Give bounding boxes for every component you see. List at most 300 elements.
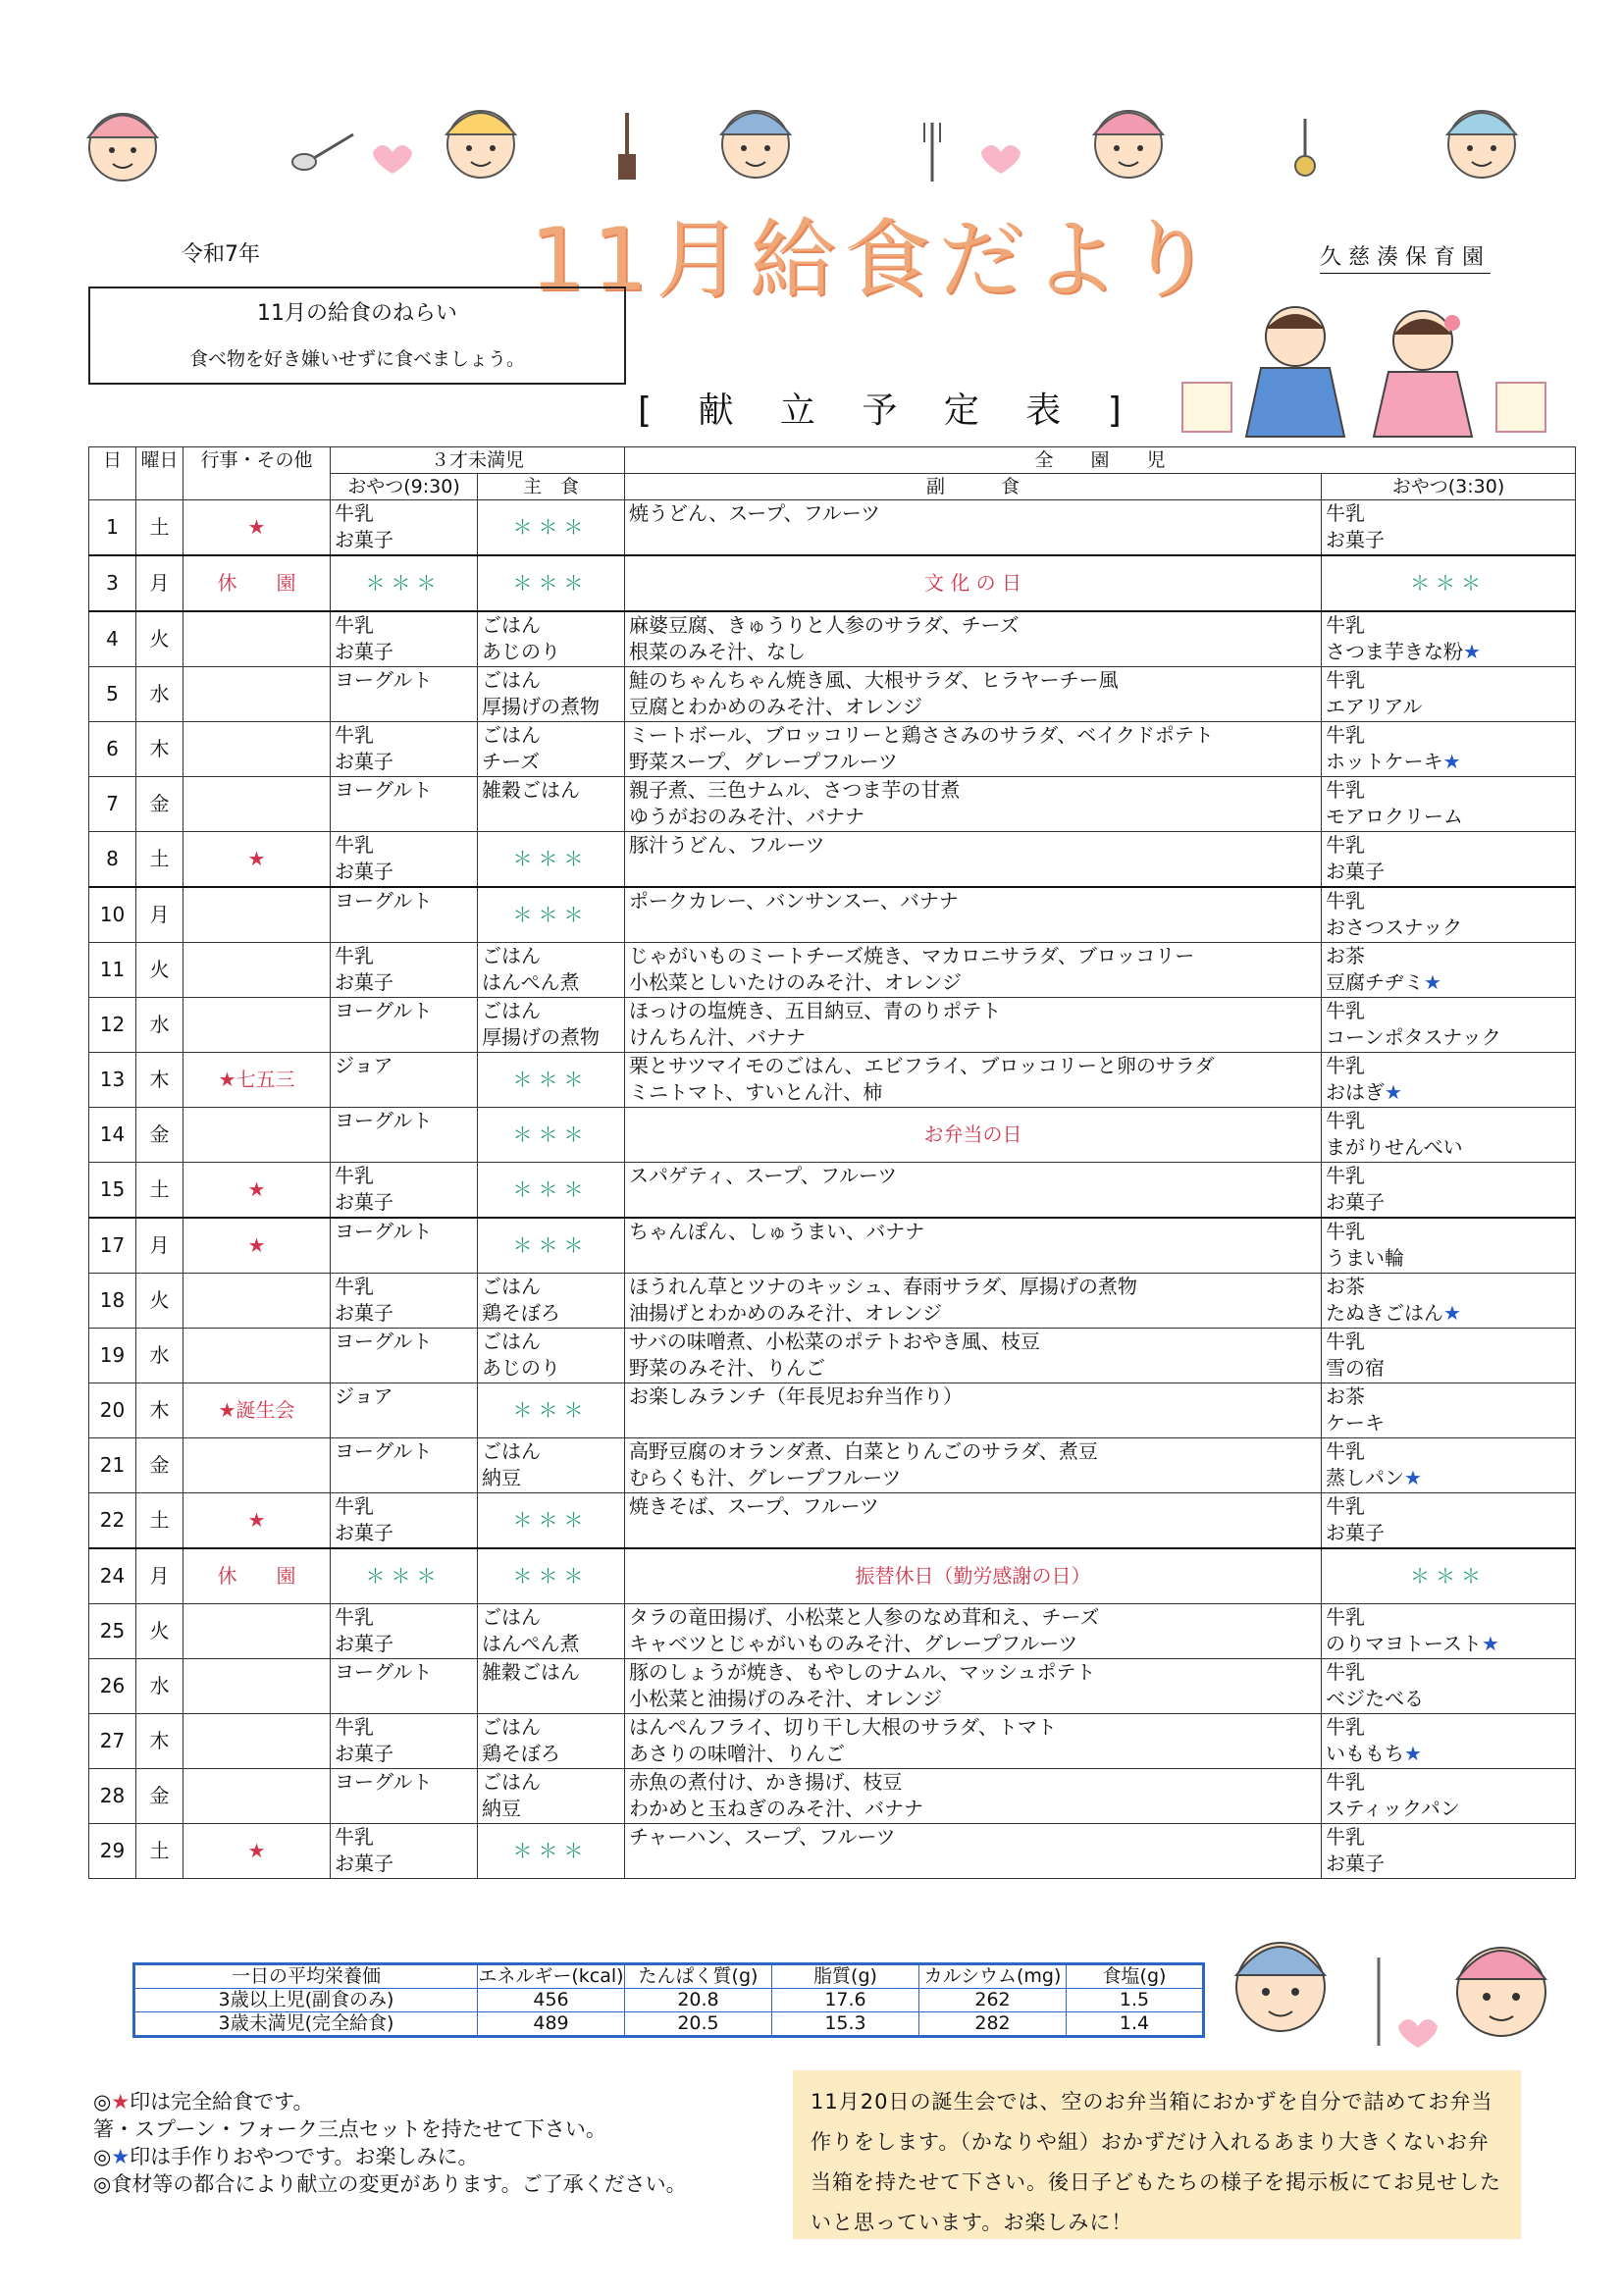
cell-line (1326, 832, 1571, 859)
table-row (89, 1493, 1576, 1549)
event-cell: ★ (183, 500, 331, 556)
cell-line: 油揚げとわかめのみそ汁、オレンジ (629, 1301, 943, 1325)
cell-line (1326, 1741, 1571, 1767)
cell-line: ちゃんぽん、しゅうまい、バナナ (629, 1220, 925, 1243)
heart-icon (981, 145, 1021, 174)
staple-cell: ＊＊＊ (478, 500, 625, 556)
cell-line: ほっけの塩焼き、五目納豆、青のりポテト (629, 999, 1002, 1022)
snack-text: たぬきごはん (1326, 1301, 1444, 1325)
note-menu-change: ◎食材等の都合により献立の変更があります。ご了承ください。 (93, 2172, 687, 2196)
day-cell: 13 (89, 1053, 136, 1108)
cell-line: チャーハン、スープ、フルーツ (629, 1825, 896, 1849)
nutrition-cell: 1.5 (1067, 1989, 1204, 2012)
cell-line (1326, 998, 1571, 1024)
event-cell (183, 1274, 331, 1329)
nutrition-row (134, 2012, 1204, 2037)
cell-line: お菓子 (335, 970, 393, 994)
cell-line (1326, 1245, 1571, 1272)
table-row (89, 555, 1576, 611)
cell-line (1326, 500, 1571, 527)
cell-line: ごはん (482, 613, 541, 637)
day-cell: 15 (89, 1163, 136, 1219)
side-dish-cell (625, 1493, 1322, 1549)
cell-line: ヨーグルト (335, 1330, 433, 1353)
cell-line: ヨーグルト (335, 1439, 433, 1463)
cell-line: タラの竜田揚げ、小松菜と人参のなめ茸和え、チーズ (629, 1605, 1100, 1629)
cell-line: 小松菜としいたけのみそ汁、オレンジ (629, 970, 963, 994)
holiday-cell: 文 化 の 日 (625, 555, 1322, 611)
weekday-cell: 木 (136, 1383, 183, 1438)
weekday-cell: 木 (136, 1053, 183, 1108)
staple-cell (478, 1604, 625, 1659)
table-row (89, 611, 1576, 667)
snack-text: のりマヨトースト (1326, 1632, 1483, 1655)
star-icon: ★ (1404, 1466, 1422, 1489)
side-dish-cell (625, 1383, 1322, 1438)
event-cell: 休 園 (183, 555, 331, 611)
nutrition-header: たんぱく質(g) (625, 1964, 772, 1989)
snack-pm-cell (1322, 667, 1576, 722)
staple-cell: ＊＊＊ (478, 887, 625, 943)
snack-text: 牛乳 (1326, 1109, 1366, 1132)
cell-line: 牛乳 (335, 723, 374, 747)
staple-cell (478, 1329, 625, 1383)
snack-text: 牛乳 (1326, 1715, 1366, 1739)
cell-line (1326, 667, 1571, 694)
nutrition-cell: 20.8 (625, 1989, 772, 2012)
cell-line: ポークカレー、バンサンスー、バナナ (629, 889, 959, 913)
table-row (89, 667, 1576, 722)
star-icon: ★ (111, 2090, 131, 2113)
cell-line (1326, 1686, 1571, 1712)
table-row (89, 998, 1576, 1053)
event-cell: ★ (183, 1163, 331, 1219)
snack-am-cell (331, 722, 478, 777)
side-dish-cell (625, 500, 1322, 556)
day-cell: 20 (89, 1383, 136, 1438)
aim-body: 食べ物を好き嫌いせずに食べましょう。 (188, 348, 525, 370)
side-dish-cell (625, 667, 1322, 722)
snack-pm-cell (1322, 1604, 1576, 1659)
kimono-children-icon (1178, 299, 1550, 442)
cell-line (1326, 1300, 1571, 1327)
cell-line: サバの味噌煮、小松菜のポテトおやき風、枝豆 (629, 1330, 1040, 1353)
aim-heading: 11月の給食のねらい (257, 301, 457, 326)
snack-text: おさつスナック (1326, 915, 1463, 939)
snack-am-cell: ＊＊＊ (331, 555, 478, 611)
day-cell: 14 (89, 1108, 136, 1163)
snack-pm-cell (1322, 1163, 1576, 1219)
cell-line: 豚のしょうが焼き、もやしのナムル、マッシュポテト (629, 1660, 1096, 1684)
cell-line: あさりの味噌汁、りんご (629, 1742, 846, 1765)
event-cell (183, 887, 331, 943)
weekday-cell: 木 (136, 1714, 183, 1769)
weekday-cell: 火 (136, 1604, 183, 1659)
event-cell (183, 1108, 331, 1163)
staple-cell: ＊＊＊ (478, 832, 625, 888)
nutrition-header: 脂質(g) (772, 1964, 919, 1989)
table-row (89, 943, 1576, 998)
snack-text: お茶 (1326, 1384, 1366, 1408)
cell-line (1326, 639, 1571, 665)
cell-line: ヨーグルト (335, 1660, 433, 1684)
day-cell: 26 (89, 1659, 136, 1714)
table-row (89, 777, 1576, 832)
cell-line: じゃがいものミートチーズ焼き、マカロニサラダ、ブロッコリー (629, 944, 1195, 967)
snack-text: 牛乳 (1326, 1494, 1366, 1518)
weekday-cell: 水 (136, 1329, 183, 1383)
snack-text: コーンポタスナック (1326, 1025, 1501, 1049)
day-cell: 24 (89, 1548, 136, 1604)
event-cell: 休 園 (183, 1548, 331, 1604)
snack-am-cell (331, 1383, 478, 1438)
staple-cell (478, 1438, 625, 1493)
cell-line: ヨーグルト (335, 778, 433, 802)
cell-line (1326, 1274, 1571, 1300)
cell-line: ごはん (482, 1770, 541, 1794)
cell-line: 牛乳 (335, 1164, 374, 1187)
snack-text: 牛乳 (1326, 1220, 1366, 1243)
cell-line: 厚揚げの煮物 (482, 695, 600, 718)
nutrition-cell: 1.4 (1067, 2012, 1204, 2037)
cell-line: はんぺんフライ、切り干し大根のサラダ、トマト (629, 1715, 1057, 1739)
day-cell: 22 (89, 1493, 136, 1549)
event-cell: ★ (183, 1824, 331, 1879)
header-weekday: 曜日 (136, 447, 183, 500)
side-dish-cell (625, 1824, 1322, 1879)
cell-line: お菓子 (335, 1301, 393, 1325)
cell-line (1326, 1134, 1571, 1161)
snack-text: お菓子 (1326, 1521, 1386, 1544)
snack-text: 牛乳 (1326, 613, 1366, 637)
child-face-icon (1222, 1918, 1555, 2065)
snack-pm-cell: ＊＊＊ (1322, 1548, 1576, 1604)
header-event: 行事・その他 (183, 447, 331, 500)
snack-text: 牛乳 (1326, 1330, 1366, 1353)
star-icon: ★ (1424, 970, 1441, 994)
nutrition-table (132, 1962, 1205, 2038)
snack-pm-cell (1322, 1714, 1576, 1769)
snack-pm-cell (1322, 1493, 1576, 1549)
snack-text: まがりせんべい (1326, 1135, 1463, 1159)
nutrition-row (134, 1989, 1204, 2012)
cell-line (1326, 943, 1571, 969)
child-face-icon (1447, 111, 1516, 178)
side-dish-cell (625, 1163, 1322, 1219)
side-dish-cell (625, 998, 1322, 1053)
star-icon: ★ (1404, 1742, 1422, 1765)
staple-cell: ＊＊＊ (478, 1383, 625, 1438)
snack-text: 牛乳 (1326, 778, 1366, 802)
cell-line: 鮭のちゃんちゃん焼き風、大根サラダ、ヒラヤーチー風 (629, 668, 1119, 692)
cell-line (1326, 1329, 1571, 1355)
cell-line: あじのり (482, 640, 560, 663)
cell-line: 豚汁うどん、フルーツ (629, 833, 825, 857)
cell-line: お菓子 (335, 860, 393, 883)
event-cell (183, 777, 331, 832)
staple-cell (478, 1769, 625, 1824)
weekday-cell: 月 (136, 555, 183, 611)
side-dish-cell (625, 1329, 1322, 1383)
snack-pm-cell (1322, 1329, 1576, 1383)
event-cell (183, 943, 331, 998)
side-dish-cell (625, 1274, 1322, 1329)
weekday-cell: 土 (136, 1824, 183, 1879)
snack-am-cell (331, 1604, 478, 1659)
staple-cell (478, 611, 625, 667)
child-face-icon (721, 111, 790, 178)
cell-line: 納豆 (482, 1466, 521, 1489)
side-dish-cell (625, 1714, 1322, 1769)
weekday-cell: 土 (136, 832, 183, 888)
spatula-icon (618, 113, 636, 180)
staple-cell: ＊＊＊ (478, 1824, 625, 1879)
snack-text: 雪の宿 (1326, 1356, 1386, 1380)
header-under3: ３才未満児 (331, 447, 625, 474)
side-dish-cell (625, 722, 1322, 777)
cell-line: 厚揚げの煮物 (482, 1025, 600, 1049)
menu-table (88, 446, 1576, 1879)
snack-am-cell (331, 1108, 478, 1163)
staple-cell (478, 998, 625, 1053)
day-cell: 21 (89, 1438, 136, 1493)
snack-pm-cell (1322, 887, 1576, 943)
day-cell: 28 (89, 1769, 136, 1824)
snack-text: 牛乳 (1326, 1660, 1366, 1684)
cell-line (1326, 969, 1571, 996)
snack-pm-cell (1322, 1053, 1576, 1108)
snack-text: お菓子 (1326, 1852, 1386, 1875)
day-cell: 29 (89, 1824, 136, 1879)
staple-cell (478, 777, 625, 832)
nutrition-cell: 15.3 (772, 2012, 919, 2037)
cell-line: ジョア (335, 1384, 393, 1408)
cell-line (1326, 1796, 1571, 1822)
cell-line: お菓子 (335, 1852, 393, 1875)
snack-pm-cell (1322, 943, 1576, 998)
snack-text: 豆腐チヂミ (1326, 970, 1425, 994)
day-cell: 8 (89, 832, 136, 888)
cell-line: 牛乳 (335, 1275, 374, 1298)
cell-line: わかめと玉ねぎのみそ汁、バナナ (629, 1797, 924, 1820)
weekday-cell: 月 (136, 887, 183, 943)
snack-text: スティックパン (1326, 1797, 1460, 1820)
cell-line (1326, 1465, 1571, 1491)
cell-line (1326, 1108, 1571, 1134)
cell-line: ごはん (482, 1439, 541, 1463)
side-dish-cell: お弁当の日 (625, 1108, 1322, 1163)
snack-text: お茶 (1326, 1275, 1366, 1298)
table-row (89, 1769, 1576, 1824)
side-dish-cell (625, 1659, 1322, 1714)
cell-line: 牛乳 (335, 613, 374, 637)
snack-text: 牛乳 (1326, 1825, 1366, 1849)
snack-pm-cell (1322, 1824, 1576, 1879)
snack-text: 牛乳 (1326, 889, 1366, 913)
table-row (89, 1218, 1576, 1274)
staple-cell: ＊＊＊ (478, 1053, 625, 1108)
day-cell: 19 (89, 1329, 136, 1383)
header-snack-am: おやつ(9:30) (331, 474, 478, 500)
snack-text: さつま芋きな粉 (1326, 640, 1464, 663)
snack-am-cell (331, 1493, 478, 1549)
day-cell: 5 (89, 667, 136, 722)
cell-line: ごはん (482, 668, 541, 692)
table-row (89, 1714, 1576, 1769)
side-dish-cell (625, 832, 1322, 888)
weekday-cell: 水 (136, 1659, 183, 1714)
cell-line: 野菜スープ、グレープフルーツ (629, 750, 898, 773)
cell-line: 牛乳 (335, 1825, 374, 1849)
cell-line (1326, 1714, 1571, 1741)
cell-line (1326, 914, 1571, 941)
weekday-cell: 水 (136, 667, 183, 722)
nutrition-header: カルシウム(mg) (919, 1964, 1067, 1989)
header-all: 全 園 児 (625, 447, 1576, 474)
snack-am-cell (331, 777, 478, 832)
child-face-icon (1094, 111, 1163, 178)
table-row (89, 832, 1576, 888)
snack-text: エアリアル (1326, 695, 1423, 718)
snack-text: 牛乳 (1326, 501, 1366, 525)
event-cell (183, 722, 331, 777)
cell-line: 牛乳 (335, 501, 374, 525)
snack-text: お菓子 (1326, 860, 1386, 883)
cell-line (1326, 1851, 1571, 1877)
side-dish-cell (625, 1769, 1322, 1824)
snack-pm-cell (1322, 1769, 1576, 1824)
monthly-aim-box (88, 287, 626, 385)
cell-line (1326, 1053, 1571, 1079)
event-cell (183, 1329, 331, 1383)
staple-cell: ＊＊＊ (478, 1108, 625, 1163)
snack-text: 牛乳 (1326, 833, 1366, 857)
cell-line: 根菜のみそ汁、なし (629, 640, 807, 663)
event-cell (183, 1659, 331, 1714)
snack-text: お茶 (1326, 944, 1366, 967)
staple-cell: ＊＊＊ (478, 1218, 625, 1274)
table-row (89, 1438, 1576, 1493)
snack-am-cell (331, 1274, 478, 1329)
holiday-cell: 振替休日（勤労感謝の日） (625, 1548, 1322, 1604)
cell-line: 雑穀ごはん (482, 778, 580, 802)
nutrition-header: エネルギー(kcal) (478, 1965, 624, 1987)
child-face-icon (88, 114, 157, 181)
table-row (89, 1274, 1576, 1329)
cell-line: 豆腐とわかめのみそ汁、オレンジ (629, 695, 923, 718)
day-cell: 18 (89, 1274, 136, 1329)
cell-line: ごはん (482, 1715, 541, 1739)
day-cell: 17 (89, 1218, 136, 1274)
table-row (89, 722, 1576, 777)
snack-pm-cell (1322, 1274, 1576, 1329)
side-dish-cell (625, 1438, 1322, 1493)
table-row (89, 500, 1576, 556)
cell-line: 野菜のみそ汁、りんご (629, 1356, 826, 1380)
weekday-cell: 土 (136, 500, 183, 556)
star-icon: ★ (1482, 1632, 1499, 1655)
header-snack-pm: おやつ(3:30) (1322, 474, 1576, 500)
cell-line (1326, 1769, 1571, 1796)
event-cell (183, 1769, 331, 1824)
cell-line: ごはん (482, 944, 541, 967)
staple-cell: ＊＊＊ (478, 1163, 625, 1219)
snack-pm-cell (1322, 1108, 1576, 1163)
table-row (89, 1659, 1576, 1714)
cell-line: 鶏そぼろ (482, 1742, 560, 1765)
snack-am-cell (331, 943, 478, 998)
cell-line: 鶏そぼろ (482, 1301, 560, 1325)
header-day: 日 (89, 447, 136, 500)
weekday-cell: 火 (136, 611, 183, 667)
cell-line (1326, 1079, 1571, 1106)
cell-line: ヨーグルト (335, 1220, 433, 1243)
cell-line: 高野豆腐のオランダ煮、白菜とりんごのサラダ、煮豆 (629, 1439, 1098, 1463)
cell-line: ヨーグルト (335, 668, 433, 692)
snack-text: 牛乳 (1326, 1605, 1366, 1629)
staple-cell (478, 943, 625, 998)
weekday-cell: 月 (136, 1218, 183, 1274)
event-cell (183, 667, 331, 722)
weekday-cell: 火 (136, 1274, 183, 1329)
spoon-icon (292, 134, 353, 170)
cell-line: ヨーグルト (335, 889, 433, 913)
snack-am-cell (331, 667, 478, 722)
event-cell (183, 611, 331, 667)
nutrition-cell: 3歳以上児(副食のみ) (134, 1989, 478, 2012)
cell-line: ヨーグルト (335, 999, 433, 1022)
cell-line: 納豆 (482, 1797, 521, 1820)
cell-line: 小松菜と油揚げのみそ汁、オレンジ (629, 1687, 943, 1710)
heart-icon (373, 145, 412, 174)
day-cell: 11 (89, 943, 136, 998)
staple-cell: ＊＊＊ (478, 555, 625, 611)
cell-line (1326, 1383, 1571, 1410)
event-cell (183, 1714, 331, 1769)
cell-line: ごはん (482, 1275, 541, 1298)
header-decoration (69, 93, 1560, 191)
cell-line: お菓子 (335, 1742, 393, 1765)
cell-line: むらくも汁、グレープフルーツ (629, 1466, 902, 1489)
weekday-cell: 金 (136, 1769, 183, 1824)
notes (93, 2088, 687, 2198)
cell-line (1326, 1355, 1571, 1382)
day-cell: 7 (89, 777, 136, 832)
snack-pm-cell (1322, 611, 1576, 667)
cell-line (1326, 612, 1571, 639)
snack-text: おはぎ (1326, 1080, 1386, 1104)
snack-am-cell (331, 1438, 478, 1493)
cell-line: 親子煮、三色ナムル、さつま芋の甘煮 (629, 778, 961, 802)
cell-line: チーズ (482, 750, 540, 773)
snack-pm-cell (1322, 500, 1576, 556)
side-dish-cell (625, 1218, 1322, 1274)
weekday-cell: 金 (136, 1108, 183, 1163)
nutrition-cell: 17.6 (772, 1989, 919, 2012)
snack-pm-cell (1322, 998, 1576, 1053)
snack-am-cell: ＊＊＊ (331, 1548, 478, 1604)
snack-text: ベジたべる (1326, 1687, 1425, 1710)
weekday-cell: 金 (136, 1438, 183, 1493)
nutrition-cell: 20.5 (625, 2012, 772, 2037)
snack-text: 牛乳 (1326, 1054, 1366, 1077)
note-complete-meal: ◎★印は完全給食です。 (93, 2090, 314, 2113)
cell-line: はんぺん煮 (482, 970, 580, 994)
header-staple: 主 食 (478, 474, 625, 500)
cell-line: ごはん (482, 1605, 541, 1629)
cell-line (1326, 1631, 1571, 1657)
snack-text: モアロクリーム (1326, 805, 1464, 828)
